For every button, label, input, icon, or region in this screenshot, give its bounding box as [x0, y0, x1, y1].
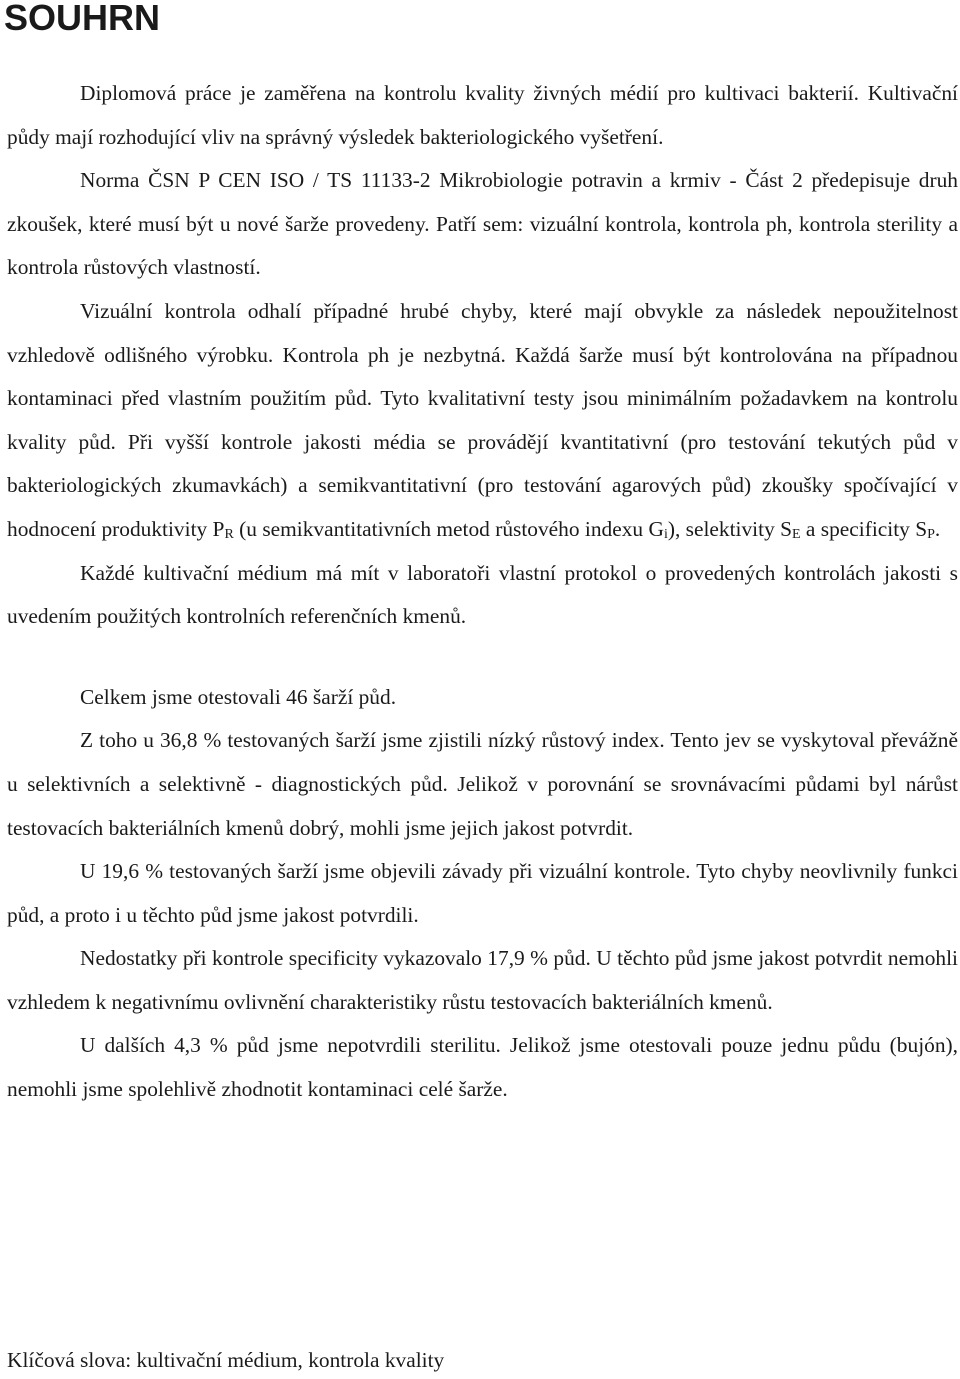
paragraph-controls-text-3: ), selektivity S — [667, 516, 793, 541]
paragraph-specificity: Nedostatky při kontrole specificity vykazovalo 17,9 % půd. U těchto půd jsme jakost potvrdit nemohli vzhledem k negativnímu ovlivnění charakteristiky růstu testovacích bakteriálních kmenů. — [7, 946, 958, 1014]
paragraph-controls-text-5: . — [934, 516, 941, 541]
paragraph-controls-text: Vizuální kontrola odhalí případné hrubé chyby, které mají obvykle za následek nepoužitelnost vzhledově odlišného výrobku. Kontrola ph je nezbytná. Každá šarže musí být kontrolována na případnou kontaminaci před vlastním použitím půd. Tyto kvalitativní testy jsou minimálním požadavkem na kontrolu kvality půd. Při vyšší kontrole jakosti média se provádějí kvantitativní (pro testování tekutých půd v bakteriologických zkumavkách) a semikvantitativní (pro testování agarových půd) zkoušky spočívající v hodnocení produktivity P — [7, 298, 958, 541]
subscript-i: i — [663, 526, 668, 542]
page-title: SOUHRN — [4, 0, 161, 38]
subscript-e: E — [792, 526, 801, 542]
paragraph-sterility: U dalších 4,3 % půd jsme nepotvrdili sterilitu. Jelikož jsme otestovali pouze jednu půdu (bujón), nemohli jsme spolehlivě zhodnotit kontaminaci celé šarže. — [7, 1033, 958, 1102]
paragraph-controls — [7, 290, 958, 552]
paragraph-protocol: Každé kultivační médium má mít v laboratoři vlastní protokol o provedených kontrolách jakosti s uvedením použitých kontrolních referenčních kmenů. — [7, 560, 958, 629]
paragraph-growth-index: Z toho u 36,8 % testovaných šarží jsme zjistili nízký růstový index. Tento jev se vyskytoval převážně u selektivních a selektivně - diagnostických půd. Jelikož v porovnání se srovnávacími půdami byl nárůst testovacích bakteriálních kmenů dobrý, mohli jsme jejich jakost potvrdit. — [7, 728, 958, 840]
paragraph-controls-text-2: (u semikvantitativních metod růstového indexu G — [233, 516, 664, 541]
paragraph-visual-defects: U 19,6 % testovaných šarží jsme objevili závady při vizuální kontrole. Tyto chyby neovlivnily funkci půd, a proto i u těchto půd jsme jakost potvrdili. — [7, 859, 958, 927]
subscript-p: P — [927, 526, 935, 542]
summary-body — [7, 72, 958, 1112]
paragraph-controls-text-4: a specificity S — [800, 516, 928, 541]
paragraph-total: Celkem jsme otestovali 46 šarží půd. — [80, 684, 397, 709]
subscript-r: R — [224, 526, 234, 542]
spacer — [7, 639, 958, 676]
paragraph-norm: Norma ČSN P CEN ISO / TS 11133-2 Mikrobiologie potravin a krmiv - Část 2 předepisuje druh zkoušek, které musí být u nové šarže provedeny. Patří sem: vizuální kontrola, kontrola ph, kontrola sterility a kontrola růstových vlastností. — [7, 168, 958, 280]
keywords: Klíčová slova: kultivační médium, kontrola kvality — [7, 1348, 445, 1372]
paragraph-intro: Diplomová práce je zaměřena na kontrolu kvality živných médií pro kultivaci bakterií. Kultivační půdy mají rozhodující vliv na správný výsledek bakteriologického vyšetření. — [7, 81, 958, 149]
